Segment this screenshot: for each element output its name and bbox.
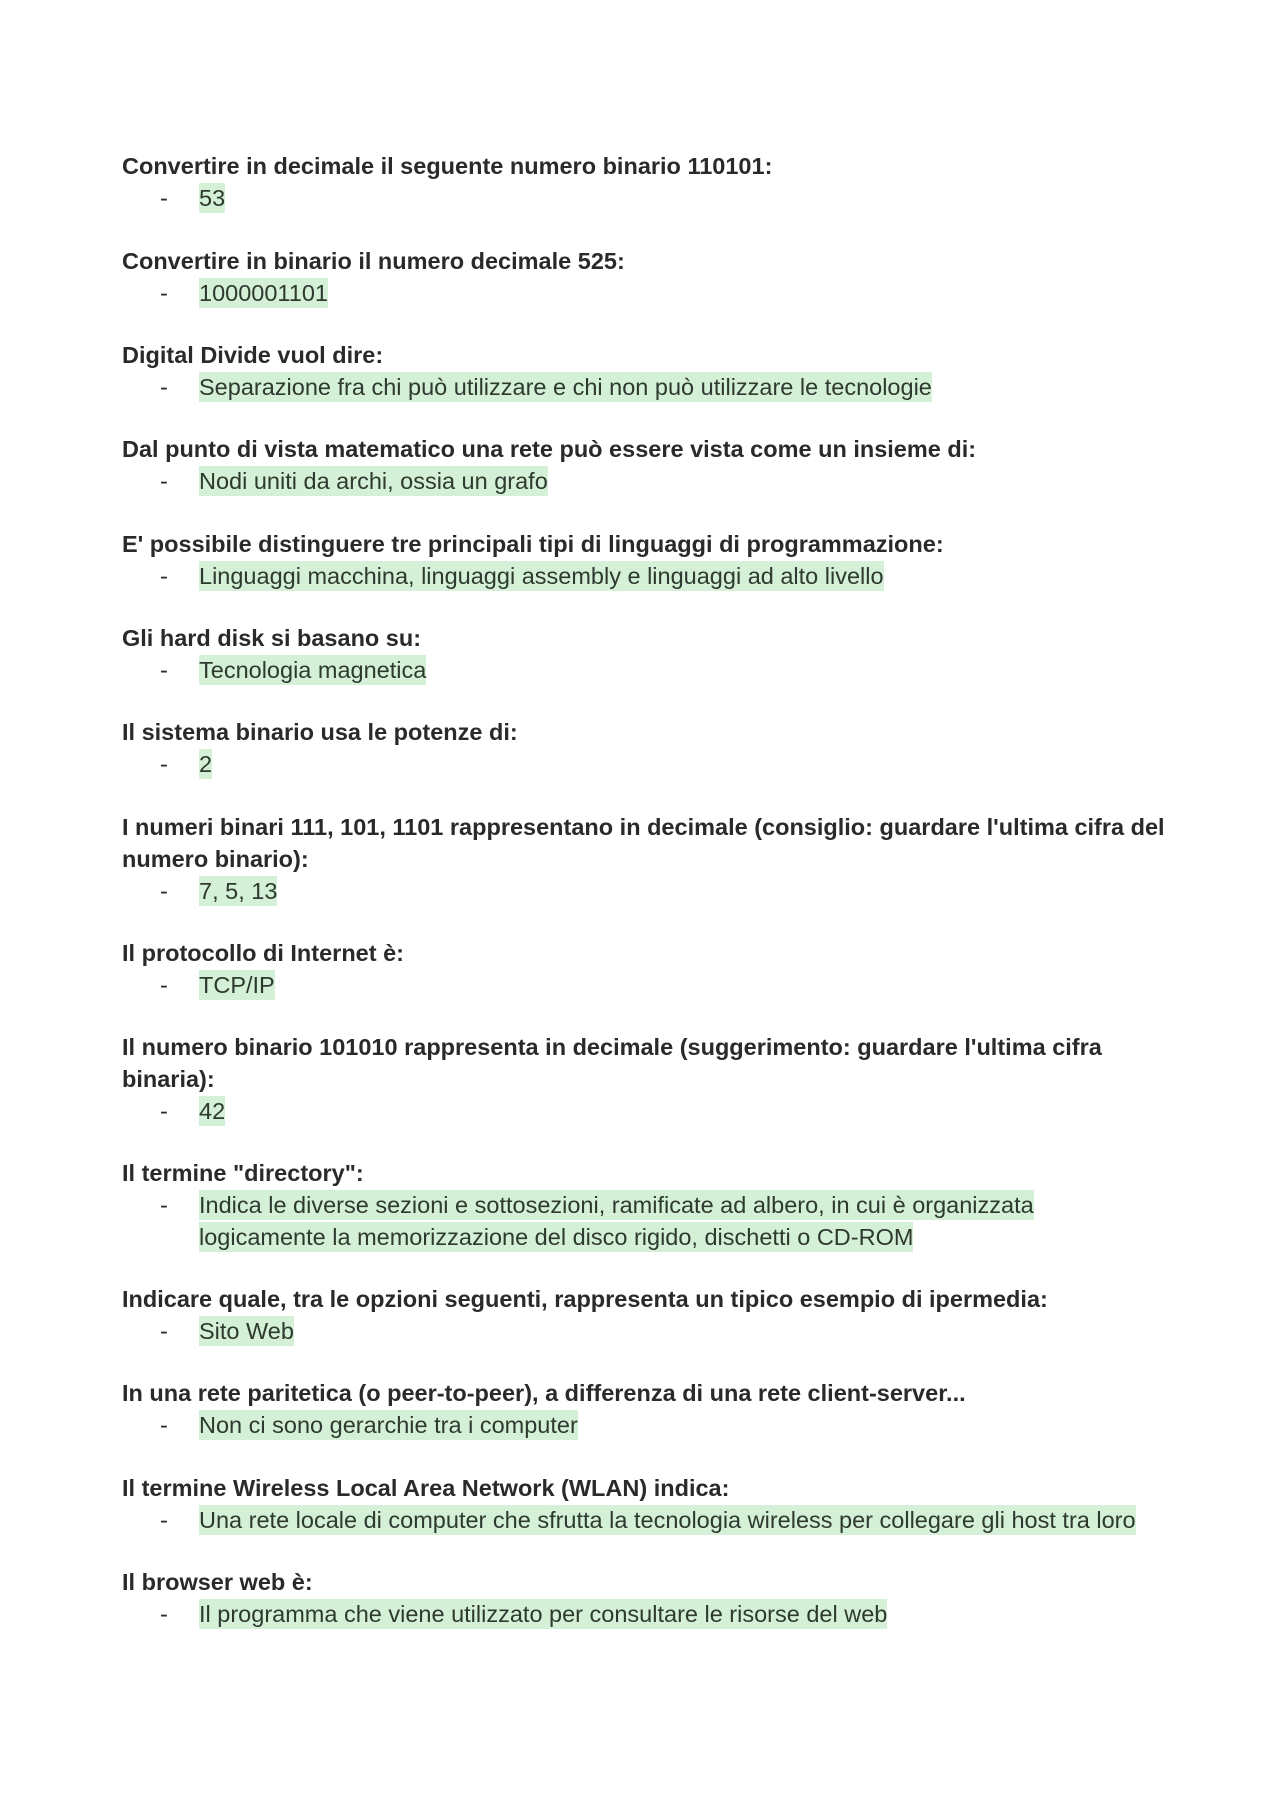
answer-row <box>122 875 1172 907</box>
question-text: Il termine Wireless Local Area Network (WLAN) indica: <box>122 1475 730 1501</box>
bullet-dash: - <box>160 657 168 683</box>
qa-item <box>122 1031 1172 1127</box>
answer-row <box>122 1409 1172 1441</box>
question-text: E' possibile distinguere tre principali tipi di linguaggi di programmazione: <box>122 531 944 557</box>
qa-item <box>122 811 1172 907</box>
answer-text: Nodi uniti da archi, ossia un grafo <box>199 468 548 494</box>
qa-item <box>122 433 1172 497</box>
answer-text: 7, 5, 13 <box>199 878 278 904</box>
bullet-dash: - <box>160 1412 168 1438</box>
answer-row <box>122 1598 1172 1630</box>
answer-row <box>122 1315 1172 1347</box>
answer-row <box>122 277 1172 309</box>
answer-text: Indica le diverse sezioni e sottosezioni, ramificate ad albero, in cui è organizzata logicamente la memorizzazione del disco rigido, dischetti o CD-ROM <box>199 1192 1034 1250</box>
answer-text: Separazione fra chi può utilizzare e chi non può utilizzare le tecnologie <box>199 374 932 400</box>
bullet-dash: - <box>160 751 168 777</box>
answer-text: 2 <box>199 751 213 777</box>
question-text: Convertire in decimale il seguente numero binario 110101: <box>122 153 773 179</box>
bullet-dash: - <box>160 972 168 998</box>
bullet-dash: - <box>160 878 168 904</box>
answer-row <box>122 182 1172 214</box>
bullet-dash: - <box>160 1507 168 1533</box>
answer-text: 53 <box>199 185 226 211</box>
question-text: Convertire in binario il numero decimale 525: <box>122 248 625 274</box>
answer-row <box>122 969 1172 1001</box>
question-text: Indicare quale, tra le opzioni seguenti, rappresenta un tipico esempio di ipermedia: <box>122 1286 1048 1312</box>
question-text: Il browser web è: <box>122 1569 313 1595</box>
answer-row <box>122 748 1172 780</box>
qa-item <box>122 528 1172 592</box>
answer-row <box>122 371 1172 403</box>
answer-text: Tecnologia magnetica <box>199 657 427 683</box>
bullet-dash: - <box>160 468 168 494</box>
answer-row <box>122 1189 1149 1253</box>
qa-item <box>122 339 1172 403</box>
qa-item <box>122 622 1172 686</box>
bullet-dash: - <box>160 185 168 211</box>
question-text: Dal punto di vista matematico una rete può essere vista come un insieme di: <box>122 436 977 462</box>
answer-row <box>122 560 1172 592</box>
answer-text: Il programma che viene utilizzato per consultare le risorse del web <box>199 1601 888 1627</box>
qa-item <box>122 150 1172 214</box>
question-text: Digital Divide vuol dire: <box>122 342 384 368</box>
qa-item <box>122 1157 1172 1253</box>
answer-text: 42 <box>199 1098 226 1124</box>
qa-item <box>122 1283 1172 1347</box>
answer-row <box>122 1504 1172 1536</box>
qa-item <box>122 1566 1172 1630</box>
bullet-dash: - <box>160 1098 168 1124</box>
qa-item <box>122 1377 1172 1441</box>
answer-row <box>122 654 1172 686</box>
answer-text: Non ci sono gerarchie tra i computer <box>199 1412 578 1438</box>
question-text: I numeri binari 111, 101, 1101 rappresentano in decimale (consiglio: guardare l'ultima cifra del numero binario): <box>122 814 1165 872</box>
answer-text: Linguaggi macchina, linguaggi assembly e linguaggi ad alto livello <box>199 563 884 589</box>
question-text: Il numero binario 101010 rappresenta in decimale (suggerimento: guardare l'ultima cifra binaria): <box>122 1034 1102 1092</box>
bullet-dash: - <box>160 1601 168 1627</box>
question-text: Gli hard disk si basano su: <box>122 625 422 651</box>
answer-text: Una rete locale di computer che sfrutta la tecnologia wireless per collegare gli host tra loro <box>199 1507 1136 1533</box>
answer-text: 1000001101 <box>199 280 328 306</box>
question-text: Il termine "directory": <box>122 1160 364 1186</box>
qa-item <box>122 937 1172 1001</box>
answer-text: Sito Web <box>199 1318 294 1344</box>
qa-item <box>122 245 1172 309</box>
question-text: Il sistema binario usa le potenze di: <box>122 719 518 745</box>
bullet-dash: - <box>160 563 168 589</box>
answer-text: TCP/IP <box>199 972 275 998</box>
answer-row <box>122 1095 1172 1127</box>
bullet-dash: - <box>160 1318 168 1344</box>
qa-item <box>122 1472 1172 1536</box>
bullet-dash: - <box>160 374 168 400</box>
question-text: In una rete paritetica (o peer-to-peer), a differenza di una rete client-server... <box>122 1380 966 1406</box>
question-text: Il protocollo di Internet è: <box>122 940 404 966</box>
qa-item <box>122 716 1172 780</box>
bullet-dash: - <box>160 1192 168 1218</box>
bullet-dash: - <box>160 280 168 306</box>
answer-row <box>122 465 1172 497</box>
